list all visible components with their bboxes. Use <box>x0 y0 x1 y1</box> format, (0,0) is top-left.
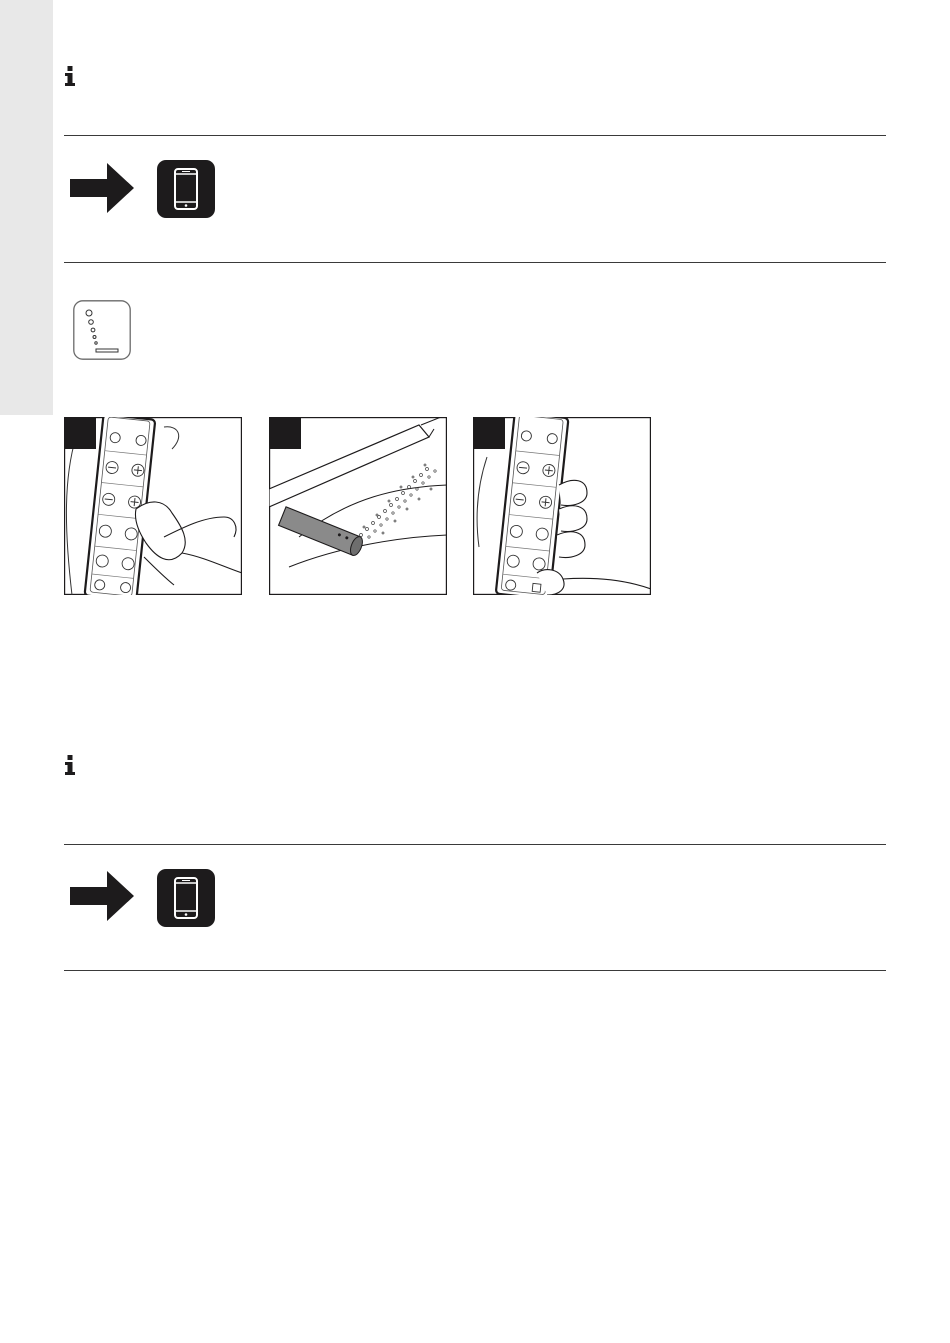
arrow-right-icon <box>70 163 134 213</box>
info-icon <box>64 755 76 775</box>
step-panel-2 <box>269 417 447 595</box>
step-number-badge <box>269 417 301 449</box>
section-divider <box>64 844 886 845</box>
smartphone-icon <box>157 869 215 927</box>
arrow-right-icon <box>70 871 134 921</box>
section-divider <box>64 135 886 136</box>
step-panel-1 <box>64 417 242 595</box>
section-divider <box>64 262 886 263</box>
section-divider <box>64 970 886 971</box>
step-number-badge <box>473 417 505 449</box>
side-tab <box>0 0 53 415</box>
step-number-badge <box>64 417 96 449</box>
spray-bubbles-icon <box>73 300 131 360</box>
info-icon <box>64 66 76 86</box>
smartphone-icon <box>157 160 215 218</box>
step-panel-3 <box>473 417 651 595</box>
